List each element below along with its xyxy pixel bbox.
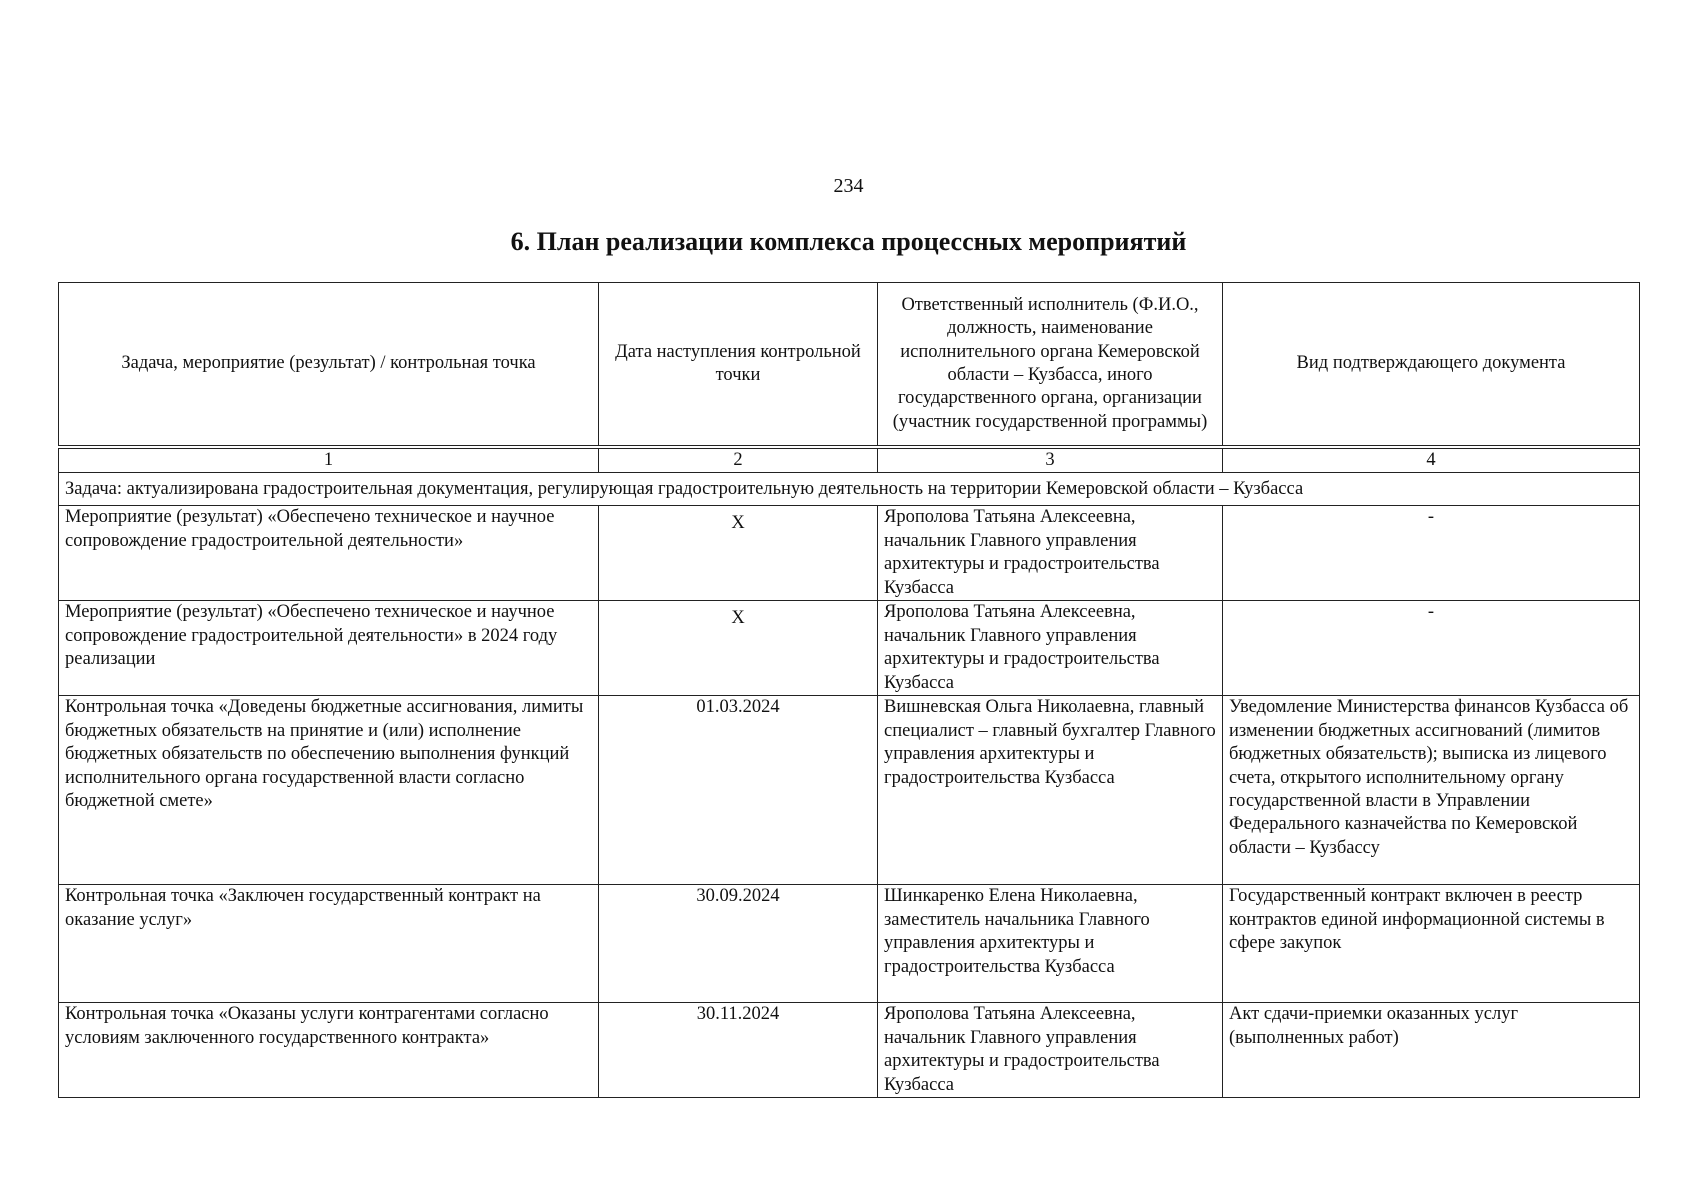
row-responsible: Ярополова Татьяна Алексеевна, начальник Главного управления архитектуры и градостроительства Кузбасса — [878, 1003, 1223, 1098]
row-responsible: Вишневская Ольга Николаевна, главный специалист – главный бухгалтер Главного управления архитектуры и градостроительства Кузбасса — [878, 696, 1223, 885]
column-number: 3 — [878, 447, 1223, 473]
header-date: Дата наступления контрольной точки — [599, 283, 878, 448]
page-number: 234 — [833, 175, 864, 197]
table-row — [59, 601, 1640, 696]
row-document: Государственный контракт включен в реестр контрактов единой информационной системы в сфере закупок — [1223, 885, 1640, 1003]
row-document: - — [1223, 601, 1640, 696]
table-row — [59, 1003, 1640, 1098]
plan-table — [58, 282, 1640, 1098]
row-date — [599, 601, 878, 696]
column-number: 4 — [1223, 447, 1640, 473]
row-date-value: Х — [731, 513, 745, 534]
row-responsible: Ярополова Татьяна Алексеевна, начальник Главного управления архитектуры и градостроительства Кузбасса — [878, 601, 1223, 696]
page-title: 6. План реализации комплекса процессных мероприятий — [510, 227, 1187, 256]
row-item: Контрольная точка «Оказаны услуги контрагентами согласно условиям заключенного государственного контракта» — [59, 1003, 599, 1098]
row-document: - — [1223, 506, 1640, 601]
header-task: Задача, мероприятие (результат) / контрольная точка — [59, 283, 599, 448]
header-responsible: Ответственный исполнитель (Ф.И.О., должность, наименование исполнительного органа Кемеровской области – Кузбасса, иного государственного органа, организации (участник государственной программы) — [878, 283, 1223, 448]
table-row — [59, 885, 1640, 1003]
row-item: Контрольная точка «Доведены бюджетные ассигнования, лимиты бюджетных обязательств на принятие и (или) исполнение бюджетных обязательств по обеспечению выполнения функций исполнительного органа государственной власти согласно бюджетной смете» — [59, 696, 599, 885]
column-number-row — [59, 447, 1640, 473]
row-document: Акт сдачи-приемки оказанных услуг (выполненных работ) — [1223, 1003, 1640, 1098]
column-number: 2 — [599, 447, 878, 473]
table-row — [59, 696, 1640, 885]
row-item: Мероприятие (результат) «Обеспечено техническое и научное сопровождение градостроительной деятельности» в 2024 году реализации — [59, 601, 599, 696]
row-item: Контрольная точка «Заключен государственный контракт на оказание услуг» — [59, 885, 599, 1003]
table-header-row — [59, 283, 1640, 448]
row-date: 01.03.2024 — [599, 696, 878, 885]
row-date: 30.09.2024 — [599, 885, 878, 1003]
row-responsible: Ярополова Татьяна Алексеевна, начальник Главного управления архитектуры и градостроительства Кузбасса — [878, 506, 1223, 601]
column-number: 1 — [59, 447, 599, 473]
task-text: Задача: актуализирована градостроительная документация, регулирующая градостроительную деятельность на территории Кемеровской области – Кузбасса — [59, 473, 1640, 506]
task-row — [59, 473, 1640, 506]
row-item: Мероприятие (результат) «Обеспечено техническое и научное сопровождение градостроительной деятельности» — [59, 506, 599, 601]
table-row — [59, 506, 1640, 601]
row-date-value: Х — [731, 608, 745, 629]
header-document: Вид подтверждающего документа — [1223, 283, 1640, 448]
row-date — [599, 506, 878, 601]
row-responsible: Шинкаренко Елена Николаевна, заместитель начальника Главного управления архитектуры и градостроительства Кузбасса — [878, 885, 1223, 1003]
row-document: Уведомление Министерства финансов Кузбасса об изменении бюджетных ассигнований (лимитов бюджетных обязательств); выписка из лицевого счета, открытого исполнительному органу государственной власти в Управлении Федерального казначейства по Кемеровской области – Кузбассу — [1223, 696, 1640, 885]
row-date: 30.11.2024 — [599, 1003, 878, 1098]
